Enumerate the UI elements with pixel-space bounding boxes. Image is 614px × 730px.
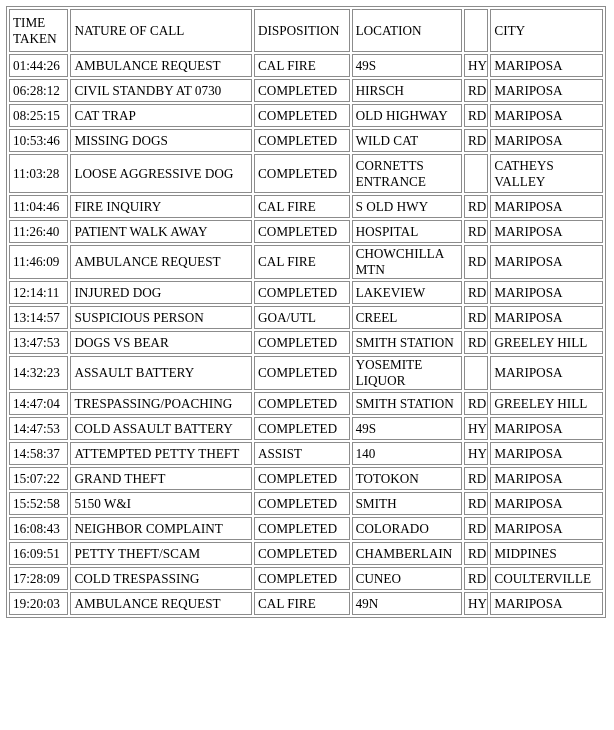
cell-location: YOSEMITE LIQUOR — [352, 356, 462, 390]
cell-location: CREEL — [352, 306, 462, 329]
cell-nature-of-call: FIRE INQUIRY — [70, 195, 252, 218]
cell-city: MARIPOSA — [490, 195, 603, 218]
cell-nature-of-call: GRAND THEFT — [70, 467, 252, 490]
table-body — [9, 54, 603, 615]
cell-time: 13:47:53 — [9, 331, 68, 354]
cell-road-type: RD — [464, 281, 488, 304]
cell-road-type: HY — [464, 417, 488, 440]
table-row — [9, 281, 603, 304]
cell-nature-of-call: COLD TRESPASSING — [70, 567, 252, 590]
cell-disposition: COMPLETED — [254, 542, 350, 565]
cell-city: GREELEY HILL — [490, 392, 603, 415]
header-nature-of-call: NATURE OF CALL — [70, 9, 252, 52]
table-row — [9, 129, 603, 152]
cell-disposition: COMPLETED — [254, 79, 350, 102]
table-row — [9, 54, 603, 77]
cell-time: 14:32:23 — [9, 356, 68, 390]
cell-disposition: COMPLETED — [254, 154, 350, 193]
cell-time: 08:25:15 — [9, 104, 68, 127]
cell-disposition: GOA/UTL — [254, 306, 350, 329]
cell-city: MARIPOSA — [490, 467, 603, 490]
cell-nature-of-call: TRESPASSING/POACHING — [70, 392, 252, 415]
cell-city: MARIPOSA — [490, 104, 603, 127]
cell-location: S OLD HWY — [352, 195, 462, 218]
table-row — [9, 245, 603, 279]
cell-nature-of-call: CIVIL STANDBY AT 0730 — [70, 79, 252, 102]
cell-time: 14:47:53 — [9, 417, 68, 440]
cell-location: 49N — [352, 592, 462, 615]
cell-disposition: COMPLETED — [254, 392, 350, 415]
cell-time: 11:46:09 — [9, 245, 68, 279]
header-road-type — [464, 9, 488, 52]
cell-disposition: COMPLETED — [254, 492, 350, 515]
cell-road-type — [464, 154, 488, 193]
cell-road-type: RD — [464, 542, 488, 565]
cell-road-type: RD — [464, 567, 488, 590]
cell-city: COULTERVILLE — [490, 567, 603, 590]
cell-location: HIRSCH — [352, 79, 462, 102]
cell-road-type: RD — [464, 195, 488, 218]
call-log-table — [6, 6, 606, 618]
cell-disposition: COMPLETED — [254, 517, 350, 540]
cell-disposition: CAL FIRE — [254, 195, 350, 218]
table-row — [9, 467, 603, 490]
table-header — [9, 9, 603, 52]
cell-location: TOTOKON — [352, 467, 462, 490]
cell-road-type: RD — [464, 104, 488, 127]
cell-location: HOSPITAL — [352, 220, 462, 243]
cell-disposition: COMPLETED — [254, 104, 350, 127]
table-row — [9, 195, 603, 218]
table-row — [9, 542, 603, 565]
table-row — [9, 220, 603, 243]
cell-city: MARIPOSA — [490, 417, 603, 440]
cell-city: MARIPOSA — [490, 356, 603, 390]
header-disposition: DISPOSITION — [254, 9, 350, 52]
cell-city: MARIPOSA — [490, 592, 603, 615]
cell-road-type: RD — [464, 79, 488, 102]
cell-location: COLORADO — [352, 517, 462, 540]
cell-nature-of-call: NEIGHBOR COMPLAINT — [70, 517, 252, 540]
cell-road-type: RD — [464, 306, 488, 329]
cell-disposition: COMPLETED — [254, 467, 350, 490]
cell-road-type: HY — [464, 592, 488, 615]
cell-time: 15:52:58 — [9, 492, 68, 515]
cell-nature-of-call: 5150 W&I — [70, 492, 252, 515]
cell-location: OLD HIGHWAY — [352, 104, 462, 127]
table-row — [9, 492, 603, 515]
cell-time: 19:20:03 — [9, 592, 68, 615]
table-row — [9, 592, 603, 615]
cell-disposition: CAL FIRE — [254, 54, 350, 77]
cell-location: 49S — [352, 54, 462, 77]
header-city: CITY — [490, 9, 603, 52]
cell-city: MARIPOSA — [490, 245, 603, 279]
cell-time: 01:44:26 — [9, 54, 68, 77]
cell-nature-of-call: AMBULANCE REQUEST — [70, 245, 252, 279]
cell-road-type: RD — [464, 467, 488, 490]
cell-location: LAKEVIEW — [352, 281, 462, 304]
cell-time: 17:28:09 — [9, 567, 68, 590]
cell-time: 15:07:22 — [9, 467, 68, 490]
cell-city: MARIPOSA — [490, 442, 603, 465]
cell-nature-of-call: DOGS VS BEAR — [70, 331, 252, 354]
cell-location: CHAMBERLAIN — [352, 542, 462, 565]
table-row — [9, 331, 603, 354]
cell-disposition: CAL FIRE — [254, 245, 350, 279]
cell-nature-of-call: MISSING DOGS — [70, 129, 252, 152]
cell-road-type: RD — [464, 517, 488, 540]
cell-time: 12:14:11 — [9, 281, 68, 304]
cell-road-type: RD — [464, 331, 488, 354]
cell-city: MARIPOSA — [490, 79, 603, 102]
cell-nature-of-call: SUSPICIOUS PERSON — [70, 306, 252, 329]
cell-disposition: COMPLETED — [254, 356, 350, 390]
cell-location: SMITH — [352, 492, 462, 515]
cell-time: 11:04:46 — [9, 195, 68, 218]
cell-city: MARIPOSA — [490, 129, 603, 152]
header-time-taken: TIME TAKEN — [9, 9, 68, 52]
cell-time: 10:53:46 — [9, 129, 68, 152]
cell-location: WILD CAT — [352, 129, 462, 152]
cell-time: 14:58:37 — [9, 442, 68, 465]
cell-city: GREELEY HILL — [490, 331, 603, 354]
cell-location: 49S — [352, 417, 462, 440]
header-location: LOCATION — [352, 9, 462, 52]
cell-nature-of-call: PETTY THEFT/SCAM — [70, 542, 252, 565]
table-row — [9, 417, 603, 440]
cell-disposition: COMPLETED — [254, 331, 350, 354]
cell-nature-of-call: AMBULANCE REQUEST — [70, 54, 252, 77]
cell-city: CATHEYS VALLEY — [490, 154, 603, 193]
cell-road-type: RD — [464, 220, 488, 243]
cell-nature-of-call: ASSAULT BATTERY — [70, 356, 252, 390]
cell-city: MARIPOSA — [490, 517, 603, 540]
cell-time: 11:26:40 — [9, 220, 68, 243]
table-row — [9, 79, 603, 102]
cell-disposition: ASSIST — [254, 442, 350, 465]
cell-nature-of-call: LOOSE AGGRESSIVE DOG — [70, 154, 252, 193]
cell-city: MARIPOSA — [490, 492, 603, 515]
cell-nature-of-call: PATIENT WALK AWAY — [70, 220, 252, 243]
cell-road-type — [464, 356, 488, 390]
table-row — [9, 104, 603, 127]
cell-disposition: COMPLETED — [254, 129, 350, 152]
header-row — [9, 9, 603, 52]
cell-city: MIDPINES — [490, 542, 603, 565]
cell-road-type: HY — [464, 442, 488, 465]
cell-time: 13:14:57 — [9, 306, 68, 329]
cell-nature-of-call: AMBULANCE REQUEST — [70, 592, 252, 615]
cell-nature-of-call: INJURED DOG — [70, 281, 252, 304]
cell-disposition: CAL FIRE — [254, 592, 350, 615]
cell-road-type: RD — [464, 245, 488, 279]
cell-time: 14:47:04 — [9, 392, 68, 415]
table-row — [9, 392, 603, 415]
cell-disposition: COMPLETED — [254, 567, 350, 590]
table-row — [9, 154, 603, 193]
cell-location: CUNEO — [352, 567, 462, 590]
cell-road-type: RD — [464, 492, 488, 515]
cell-location: 140 — [352, 442, 462, 465]
cell-city: MARIPOSA — [490, 281, 603, 304]
cell-disposition: COMPLETED — [254, 220, 350, 243]
cell-location: CORNETTS ENTRANCE — [352, 154, 462, 193]
table-row — [9, 567, 603, 590]
cell-time: 16:09:51 — [9, 542, 68, 565]
cell-city: MARIPOSA — [490, 54, 603, 77]
cell-disposition: COMPLETED — [254, 281, 350, 304]
cell-road-type: RD — [464, 129, 488, 152]
cell-time: 11:03:28 — [9, 154, 68, 193]
table-row — [9, 442, 603, 465]
cell-location: CHOWCHILLA MTN — [352, 245, 462, 279]
cell-disposition: COMPLETED — [254, 417, 350, 440]
cell-road-type: RD — [464, 392, 488, 415]
cell-nature-of-call: CAT TRAP — [70, 104, 252, 127]
table-row — [9, 356, 603, 390]
cell-location: SMITH STATION — [352, 392, 462, 415]
table-row — [9, 517, 603, 540]
cell-nature-of-call: ATTEMPTED PETTY THEFT — [70, 442, 252, 465]
cell-time: 16:08:43 — [9, 517, 68, 540]
cell-city: MARIPOSA — [490, 220, 603, 243]
table-row — [9, 306, 603, 329]
cell-city: MARIPOSA — [490, 306, 603, 329]
cell-time: 06:28:12 — [9, 79, 68, 102]
cell-nature-of-call: COLD ASSAULT BATTERY — [70, 417, 252, 440]
cell-road-type: HY — [464, 54, 488, 77]
cell-location: SMITH STATION — [352, 331, 462, 354]
